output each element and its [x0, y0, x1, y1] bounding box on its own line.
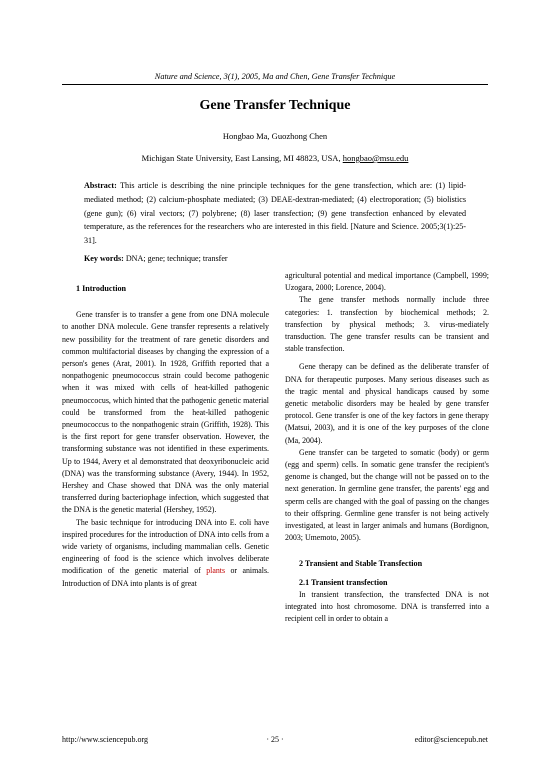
- section-heading-introduction: 1 Introduction: [76, 284, 126, 293]
- plants-link[interactable]: plants: [206, 566, 226, 576]
- abstract-label: Abstract:: [84, 181, 117, 190]
- intro-paragraph-2-text: The basic technique for introducing DNA into E. coli have inspired procedures for the introduction of DNA into cells from a wide variety of organisms, including mammalian cells. Genetic engineering of food is the science which involves deliberate modification of the genetic material of: [62, 517, 269, 576]
- right-paragraph-2: Gene therapy can be defined as the deliberate transfer of DNA for therapeutic purposes. Many serious diseases such as the tragic mental and physical handicaps caused by some genetic metabolic disorders may be healed by gene transfer protocol. Gene transfer is one of the key factors in gene therapy (Matsui, 2003), and it is one of the key purposes of the clone (Ma, 2004).: [285, 362, 489, 445]
- right-paragraph-3: Gene transfer can be targeted to somatic (body) or germ (egg and sperm) cells. In somatic gene transfer the recipient's genome is changed, but the change will not be passed on to the next generation. In germline gene transfer, the parents' egg and sperm cells are changed with the goal of passing on the changes to their offspring. Germline gene transfer is not being actively investigated, at least in larger animals and humans (Bordignon, 2003; Umemoto, 2005).: [285, 447, 489, 543]
- author-email-link[interactable]: hongbao@msu.edu: [342, 153, 409, 163]
- footer-url-link[interactable]: http://www.sciencepub.org: [62, 735, 148, 744]
- abstract-text: This article is describing the nine principle techniques for the gene transfection, which are: (1) lipid-mediated method; (2) calcium-phosphate mediated; (3) DEAE-dextran-mediated; (4) electroporation; (5) biolistics (gene gun); (6) viral vectors; (7) polybrene; (8) laser transfection; (9) gene transfection enhanced by elevated temperature, as the references for the researchers who are interested in this field. [Nature and Science. 2005;3(1):25-31].: [84, 181, 466, 246]
- intro-paragraph-2-end: or animals. Introduction of DNA into plants is of great: [62, 566, 269, 588]
- authors: Hongbao Ma, Guozhong Chen: [222, 131, 328, 141]
- affiliation-text: Michigan State University, East Lansing, MI 48823, USA,: [141, 153, 343, 163]
- page-number: · 25 ·: [266, 735, 284, 744]
- left-column: [62, 283, 269, 590]
- right-column: [285, 270, 489, 625]
- affiliation: [62, 153, 488, 163]
- section-heading-transfection: 2 Transient and Stable Transfection: [299, 559, 423, 569]
- keywords-label: Key words:: [84, 254, 124, 263]
- running-head: Nature and Science, 3(1), 2005, Ma and Chen, Gene Transfer Technique: [62, 72, 488, 85]
- footer-email-link[interactable]: editor@sciencepub.net: [414, 735, 488, 744]
- right-paragraph-1: The gene transfer methods normally include three categories: 1. transfection by biochemical methods; 2. transfection by physical methods; 3. virus-mediately transduction. The gene transfer results can be transient and stable transfection.: [285, 295, 489, 354]
- right-paragraph-0: agricultural potential and medical importance (Campbell, 1999; Uzogara, 2000; Lorence, 2004).: [285, 271, 489, 293]
- keywords: [84, 254, 466, 263]
- intro-paragraph-2: [62, 517, 269, 590]
- subsection-heading-transient: 2.1 Transient transfection: [299, 577, 388, 587]
- paper-title: Gene Transfer Technique: [199, 98, 351, 113]
- right-paragraph-4: In transient transfection, the transfected DNA is not integrated into host chromosome. DNA is transferred into a recipient cell in order to obtain a: [285, 589, 489, 624]
- keywords-text: DNA; gene; technique; transfer: [123, 254, 228, 263]
- abstract: [84, 179, 466, 248]
- intro-paragraph-1: Gene transfer is to transfer a gene from one DNA molecule to another DNA molecule. Gene transfer represents a relatively new possibility for the treatment of rare genetic disorders and common multifactorial diseases by changing the expression of a person's genes (Arat, 2001). In 1928, Griffith reported that a nonpathogenic pneumococcus strain could become pathogenic when it was mixed with cells of heat-killed pathogenic pneumoccocus, which hinted that the pathogenic genetic material could be transformed from the heat-killed pathogenic pneumococcus to the nonpathogenic strain (Griffith, 1928). This is the first report for gene transfer observation. However, the transforming substance was not identified in these experiments. Up to 1944, Avery et al demonstrated that deoxyribonucleic acid (DNA) was the transforming substance (Avery, 1944). In 1952, Hershey and Chase showed that DNA was the only material transferred during bacteriophage infection, which suggested that the DNA is the genetic material (Hershey, 1952).: [62, 310, 269, 515]
